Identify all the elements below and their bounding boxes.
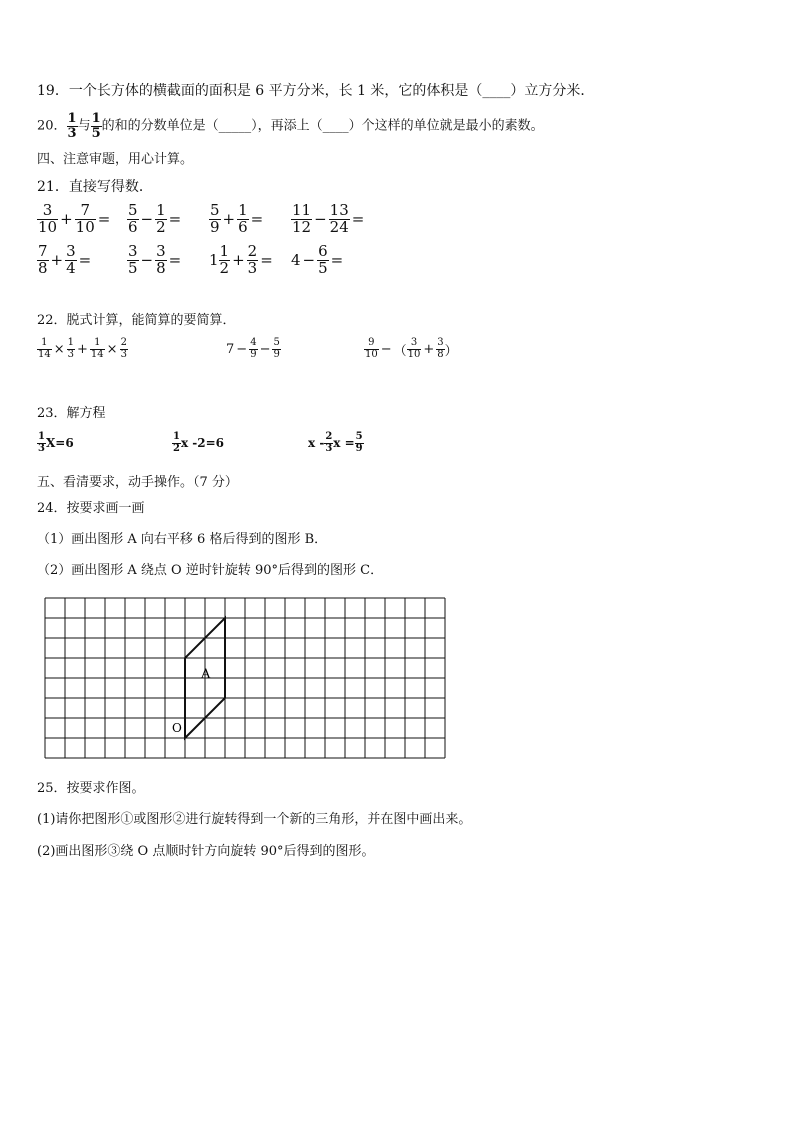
operator: − bbox=[236, 341, 248, 357]
fraction: $\frac{3}{10}$ bbox=[407, 337, 421, 360]
fraction: $\frac{1}{5}$ bbox=[91, 111, 101, 141]
question-21-title: 21．直接写得数． bbox=[37, 179, 153, 195]
connector-text: 与 bbox=[77, 118, 91, 134]
fraction: $\frac{2}{3}$ bbox=[120, 337, 127, 360]
fraction: $\frac{5}{6}$ bbox=[128, 201, 138, 236]
question-22-title: 22．脱式计算，能简算的要简算． bbox=[37, 313, 236, 328]
question-24-title: 24．按要求画一画 bbox=[37, 501, 145, 516]
label-a: A bbox=[201, 667, 211, 682]
operator: + bbox=[50, 251, 64, 270]
q21-item bbox=[127, 244, 183, 277]
operator: + bbox=[232, 251, 245, 270]
equation-text: x -2=6 bbox=[180, 436, 225, 450]
question-number: 20． bbox=[37, 118, 67, 134]
operator: − bbox=[140, 210, 154, 229]
fraction: $\frac{7}{10}$ bbox=[75, 201, 95, 236]
right-parenthesis: ） bbox=[444, 343, 458, 359]
q22-expression-1 bbox=[37, 338, 128, 360]
equals-sign: = bbox=[351, 210, 365, 229]
q21-item bbox=[209, 203, 265, 236]
q21-item bbox=[291, 244, 345, 277]
fraction: $\frac{1}{3}$ bbox=[67, 111, 77, 141]
fraction: $\frac{3}{8}$ bbox=[437, 337, 444, 360]
equals-sign: = bbox=[260, 251, 273, 270]
fraction: $\frac{3}{8}$ bbox=[156, 242, 166, 277]
q23-equation-2 bbox=[172, 432, 224, 454]
operator: + bbox=[77, 341, 88, 357]
question-25-part-2: (2)画出图形③绕 O 点顺时针方向旋转 90°后得到的图形。 bbox=[37, 844, 375, 859]
equals-sign: = bbox=[168, 210, 182, 229]
operator: − bbox=[259, 341, 271, 357]
question-24-part-1: （1）画出图形 A 向右平移 6 格后得到的图形 B． bbox=[37, 532, 328, 547]
fraction: $\frac{1}{14}$ bbox=[90, 337, 104, 360]
equals-sign: = bbox=[168, 251, 182, 270]
q21-item bbox=[127, 203, 183, 236]
equals-sign: = bbox=[78, 251, 92, 270]
drawing-grid[interactable] bbox=[43, 596, 447, 762]
fraction: $\frac{13}{24}$ bbox=[329, 201, 349, 236]
fraction: $\frac{5}{9}$ bbox=[273, 337, 280, 360]
fraction: $\frac{1}{2}$ bbox=[156, 201, 166, 236]
operator: − bbox=[302, 251, 316, 270]
q21-item bbox=[291, 203, 366, 236]
section-4-heading: 四、注意审题，用心计算。 bbox=[37, 152, 194, 167]
fraction: $\frac{4}{9}$ bbox=[250, 337, 257, 360]
fraction: $\frac{2}{3}$ bbox=[247, 242, 258, 277]
operator: − bbox=[140, 251, 154, 270]
operator: + bbox=[423, 341, 435, 357]
q21-item bbox=[209, 244, 275, 277]
fraction: $\frac{7}{8}$ bbox=[38, 242, 48, 277]
question-24-part-2: （2）画出图形 A 绕点 O 逆时针旋转 90°后得到的图形 C． bbox=[37, 563, 384, 578]
fraction: $\frac{5}{9}$ bbox=[355, 431, 363, 454]
grid-lines bbox=[45, 598, 445, 758]
question-25-title: 25．按要求作图。 bbox=[37, 781, 145, 796]
fraction: $\frac{1}{3}$ bbox=[67, 337, 75, 360]
fraction: $\frac{3}{4}$ bbox=[66, 242, 76, 277]
q22-expression-2 bbox=[226, 338, 281, 360]
equals-sign: = bbox=[250, 210, 264, 229]
fraction: $\frac{1}{6}$ bbox=[238, 201, 248, 236]
operator: × bbox=[53, 341, 65, 357]
section-5-heading: 五、看清要求，动手操作。（7 分） bbox=[37, 475, 238, 490]
fraction: $\frac{6}{5}$ bbox=[318, 242, 328, 277]
fraction: $\frac{2}{3}$ bbox=[325, 431, 333, 454]
q22-expression-3 bbox=[364, 338, 458, 360]
q21-item bbox=[37, 203, 112, 236]
equation-text: X=6 bbox=[45, 436, 74, 450]
equals-sign: = bbox=[97, 210, 111, 229]
equation-text: x - bbox=[308, 436, 325, 450]
question-23-title: 23．解方程 bbox=[37, 406, 106, 421]
fraction: $\frac{1}{2}$ bbox=[219, 242, 230, 277]
question-25-part-1: (1)请你把图形①或图形②进行旋转得到一个新的三角形，并在图中画出来。 bbox=[37, 812, 472, 827]
q23-equation-1 bbox=[37, 432, 74, 454]
fraction: $\frac{3}{5}$ bbox=[128, 242, 138, 277]
operator: × bbox=[106, 341, 118, 357]
question-19: 19．一个长方体的横截面的面积是 6 平方分米，长 1 米，它的体积是（____）立方分米． bbox=[37, 83, 595, 99]
fraction: $\frac{3}{10}$ bbox=[38, 201, 58, 236]
operator: − bbox=[314, 210, 327, 229]
equation-text: x = bbox=[333, 436, 355, 450]
fraction: $\frac{5}{9}$ bbox=[210, 201, 220, 236]
whole-number: 4 bbox=[291, 251, 301, 270]
q21-item bbox=[37, 244, 93, 277]
fraction: $\frac{1}{3}$ bbox=[38, 431, 45, 454]
whole-number: 1 bbox=[209, 251, 219, 270]
fraction: $\frac{1}{14}$ bbox=[38, 337, 51, 360]
fraction: $\frac{11}{12}$ bbox=[292, 201, 312, 236]
operator: − bbox=[380, 341, 392, 357]
equals-sign: = bbox=[330, 251, 344, 270]
left-parenthesis: （ bbox=[393, 343, 407, 359]
q23-equation-3 bbox=[308, 432, 364, 454]
operator: + bbox=[222, 210, 236, 229]
label-o: O bbox=[172, 721, 182, 735]
operator: + bbox=[60, 210, 73, 229]
fraction: $\frac{9}{10}$ bbox=[365, 337, 378, 360]
whole-number: 7 bbox=[226, 341, 235, 357]
question-text: 的和的分数单位是（_____），再添上（____）个这样的单位就是最小的素数。 bbox=[101, 118, 544, 134]
fraction: $\frac{1}{2}$ bbox=[173, 431, 180, 454]
question-20 bbox=[37, 112, 544, 140]
